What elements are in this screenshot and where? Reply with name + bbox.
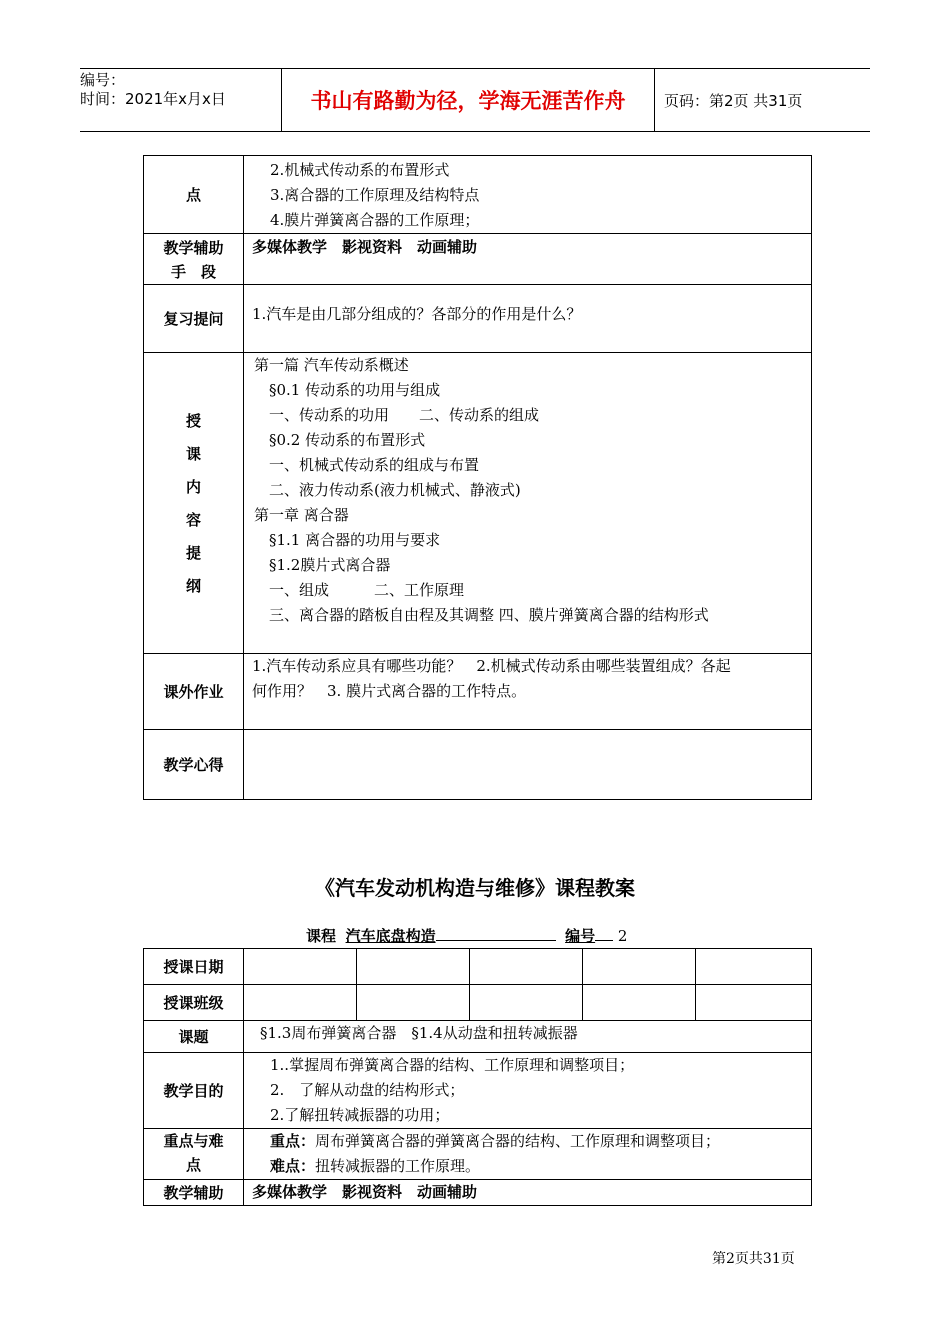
row-label-topic: 课题 — [144, 1021, 244, 1053]
course-meta — [306, 925, 627, 946]
label-line: 点 — [185, 1156, 201, 1174]
course-underline — [436, 926, 556, 941]
header-motto: 书山有路勤为径，学海无涯苦作舟 — [281, 69, 655, 131]
label-line: 手 段 — [170, 263, 216, 281]
row-label-review-questions: 复习提问 — [144, 285, 244, 353]
label-char: 容 — [185, 510, 201, 529]
class-cell — [583, 985, 696, 1021]
table-row — [144, 654, 812, 730]
text-line: 3.离合器的工作原理及结构特点 — [270, 186, 480, 204]
text-line: 2.机械式传动系的布置形式 — [270, 161, 450, 179]
table-row — [144, 234, 812, 285]
label-char: 课 — [185, 444, 201, 463]
text-line: 三、离合器的踏板自由程及其调整 四、膜片弹簧离合器的结构形式 — [254, 606, 709, 624]
text-line: 1.汽车是由几部分组成的？各部分的作用是什么？ — [252, 305, 582, 323]
vertical-label — [144, 410, 243, 597]
label-char: 授 — [185, 411, 201, 430]
text-line: 第一篇 汽车传动系概述 — [254, 356, 409, 374]
row-label-objectives: 教学目的 — [144, 1053, 244, 1129]
teaching-aids-cell — [244, 234, 812, 285]
text-line: 1.汽车传动系应具有哪些功能？ 2.机械式传动系由哪些装置组成？各起 — [252, 657, 731, 675]
label-line: 教学辅助 — [163, 239, 224, 257]
class-cell — [357, 985, 470, 1021]
header-number-label: 编号： — [80, 71, 126, 89]
label-char: 提 — [185, 543, 201, 562]
class-cell — [696, 985, 812, 1021]
row-label-reflections: 教学心得 — [144, 730, 244, 800]
text-line: 二、液力传动系(液力机械式、静液式) — [254, 481, 521, 499]
header-time-label: 时间：2021年x月x日 — [80, 90, 226, 108]
table-row — [144, 353, 812, 654]
text-line: 1..掌握周布弹簧离合器的结构、工作原理和调整项目； — [270, 1056, 635, 1074]
text-line: 一、传动系的功用 二、传动系的组成 — [254, 406, 540, 424]
lesson-plan-table-1 — [143, 155, 812, 800]
row-label-outline — [144, 353, 244, 654]
text-line: 多媒体教学 影视资料 动画辅助 — [252, 1183, 478, 1201]
table-row — [144, 1180, 812, 1206]
table-row — [144, 949, 812, 985]
row-label-date: 授课日期 — [144, 949, 244, 985]
page-header — [80, 68, 870, 132]
date-cell — [696, 949, 812, 985]
course-number-value: 2 — [617, 927, 628, 945]
date-cell — [470, 949, 583, 985]
row-label-teaching-aids — [144, 234, 244, 285]
table-row — [144, 730, 812, 800]
label-char: 内 — [185, 477, 201, 496]
row-label-class: 授课班级 — [144, 985, 244, 1021]
text-line: 2.了解扭转减振器的功用； — [270, 1106, 450, 1124]
table-row — [144, 156, 812, 234]
outline-cell — [244, 353, 812, 654]
text-line: §1.2膜片式离合器 — [254, 556, 391, 574]
key-points-cell — [244, 156, 812, 234]
text-line: §0.2 传动系的布置形式 — [254, 431, 426, 449]
row-label-key-points: 点 — [144, 156, 244, 234]
course-title: 《汽车发动机构造与维修》课程教案 — [315, 876, 635, 900]
table-row — [144, 1021, 812, 1053]
text-line: 何作用？ 3. 膜片式离合器的工作特点。 — [252, 682, 527, 700]
table-row — [144, 1053, 812, 1129]
table-row — [144, 285, 812, 353]
label-line: 重点与难 — [163, 1132, 224, 1150]
text-line: §1.3周布弹簧离合器 §1.4从动盘和扭转减振器 — [260, 1024, 578, 1042]
date-cell — [357, 949, 470, 985]
homework-cell — [244, 654, 812, 730]
text-line: 一、组成 二、工作原理 — [254, 581, 465, 599]
text-line: 第一章 离合器 — [254, 506, 349, 524]
table-row — [144, 985, 812, 1021]
reflections-cell — [244, 730, 812, 800]
row-label-homework: 课外作业 — [144, 654, 244, 730]
text-line: 多媒体教学 影视资料 动画辅助 — [252, 238, 478, 256]
text-line: 2. 了解从动盘的结构形式； — [270, 1081, 465, 1099]
number-underline — [595, 926, 613, 941]
objectives-cell — [244, 1053, 812, 1129]
date-cell — [583, 949, 696, 985]
header-page-info: 页码：第2页 共31页 — [664, 91, 803, 110]
lesson-plan-table-2 — [143, 948, 812, 1206]
date-cell — [244, 949, 357, 985]
text-line: §0.1 传动系的功用与组成 — [254, 381, 441, 399]
text-line: 一、机械式传动系的组成与布置 — [254, 456, 480, 474]
key-difficult-cell — [244, 1129, 812, 1180]
label-char: 纲 — [185, 576, 201, 595]
page-footer: 第2页共31页 — [712, 1251, 795, 1267]
course-number-label: 编号 — [565, 927, 596, 945]
text-line: 4.膜片弹簧离合器的工作原理； — [270, 211, 480, 229]
class-cell — [244, 985, 357, 1021]
text-line: §1.1 离合器的功用与要求 — [254, 531, 441, 549]
review-questions-cell — [244, 285, 812, 353]
class-cell — [470, 985, 583, 1021]
teaching-aids-cell-2 — [244, 1180, 812, 1206]
difficult-point-text: 扭转减振器的工作原理。 — [315, 1157, 481, 1175]
row-label-key-difficult — [144, 1129, 244, 1180]
key-point-label: 重点： — [270, 1132, 316, 1150]
course-label: 课程 — [306, 927, 337, 945]
table-row — [144, 1129, 812, 1180]
topic-cell — [244, 1021, 812, 1053]
difficult-point-label: 难点： — [270, 1157, 316, 1175]
header-meta — [80, 69, 280, 133]
row-label-teaching-aids-2: 教学辅助 — [144, 1180, 244, 1206]
key-point-text: 周布弹簧离合器的弹簧离合器的结构、工作原理和调整项目； — [315, 1132, 721, 1150]
course-name: 汽车底盘构造 — [345, 927, 436, 945]
